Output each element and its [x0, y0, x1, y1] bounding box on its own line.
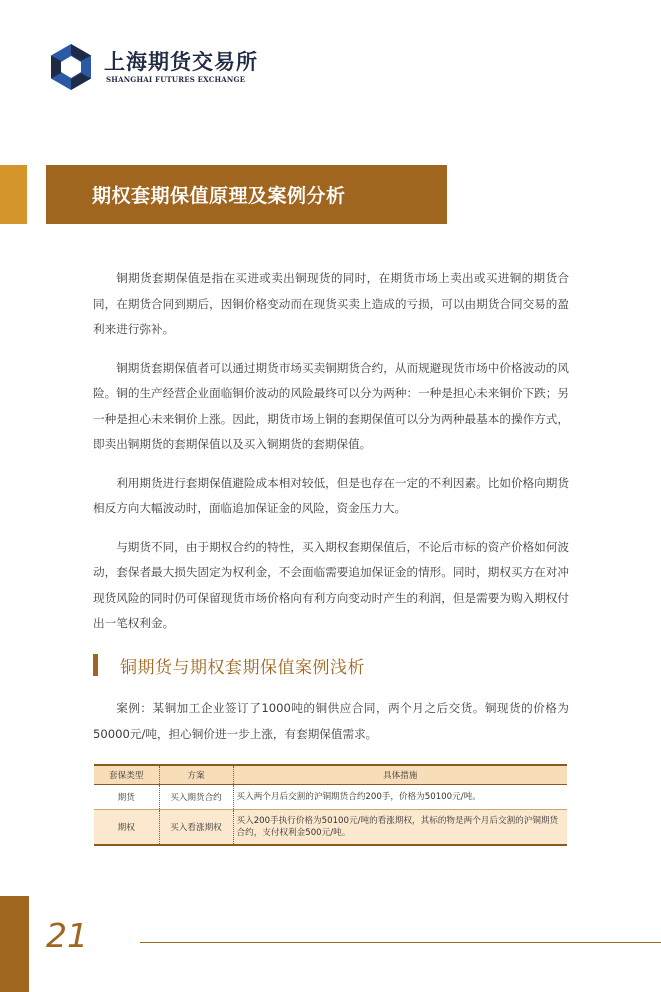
side-accent-bar-top: [0, 165, 27, 224]
side-accent-bar-bottom: [0, 896, 29, 992]
section-body: [93, 266, 569, 650]
hexagon-logo-icon: [46, 42, 96, 92]
hedging-comparison-table: [94, 764, 567, 846]
exchange-logo: [46, 42, 258, 94]
subsection-title: 铜期货与期权套期保值案例浅析: [120, 657, 365, 678]
subsection-marker: [93, 654, 98, 676]
section-title-banner: [46, 165, 447, 224]
header-detail: 具体措施: [233, 765, 567, 785]
section-title: 期权套期保值原理及案例分析: [92, 185, 346, 207]
table-header-row: [94, 765, 567, 785]
paragraph: 利用期货进行套期保值避险成本相对较低，但是也存在一定的不利因素。比如价格向期货相反方向大幅波动时，面临追加保证金的风险，资金压力大。: [93, 475, 569, 515]
subsection-heading: [93, 653, 365, 677]
case-description: [93, 696, 569, 747]
cell-hedge-type: 期权: [94, 810, 159, 846]
case-paragraph: 案例：某铜加工企业签订了1000吨的铜供应合同，两个月之后交货。铜现货的价格为50000元/吨，担心铜价进一步上涨，有套期保值需求。: [93, 701, 569, 741]
table-row: [94, 785, 567, 810]
cell-plan: 买入看涨期权: [159, 810, 233, 846]
cell-plan: 买入期货合约: [159, 785, 233, 810]
cell-hedge-type: 期货: [94, 785, 159, 810]
logo-name-en: SHANGHAI FUTURES EXCHANGE: [106, 75, 246, 84]
table-row: [94, 810, 567, 846]
paragraph: 与期货不同，由于期权合约的特性，买入期权套期保值后，不论后市标的资产价格如何波动，套保者最大损失固定为权利金，不会面临需要追加保证金的情形。同时，期权买方在对冲现货风险的同时仍可保留现货市场价格向有利方向变动时产生的利润，但是需要为购入期权付出一笔权利金。: [93, 539, 569, 630]
cell-detail: 买入200手执行价格为50100元/吨的看涨期权，其标的物是两个月后交割的沪铜期货合约，支付权利金500元/吨。: [233, 810, 567, 846]
page-number: 21: [46, 916, 88, 955]
paragraph: 铜期货套期保值是指在买进或卖出铜现货的同时，在期货市场上卖出或买进铜的期货合同，在期货合同到期后，因铜价格变动而在现货买卖上造成的亏损，可以由期货合同交易的盈利来进行弥补。: [93, 271, 569, 336]
footer-divider: [140, 942, 661, 943]
cell-detail: 买入两个月后交割的沪铜期货合约200手，价格为50100元/吨。: [233, 785, 567, 810]
paragraph: 铜期货套期保值者可以通过期货市场买卖铜期货合约，从而规避现货市场中价格波动的风险。铜的生产经营企业面临铜价波动的风险最终可以分为两种：一种是担心未来铜价下跌；另一种是担心未来铜价上涨。因此，期货市场上铜的套期保值可以分为两种最基本的操作方式，即卖出铜期货的套期保值以及买入铜期货的套期保值。: [93, 360, 569, 451]
logo-name-cn: 上海期货交易所: [104, 49, 258, 74]
header-hedge-type: 套保类型: [94, 765, 159, 785]
header-plan: 方案: [159, 765, 233, 785]
